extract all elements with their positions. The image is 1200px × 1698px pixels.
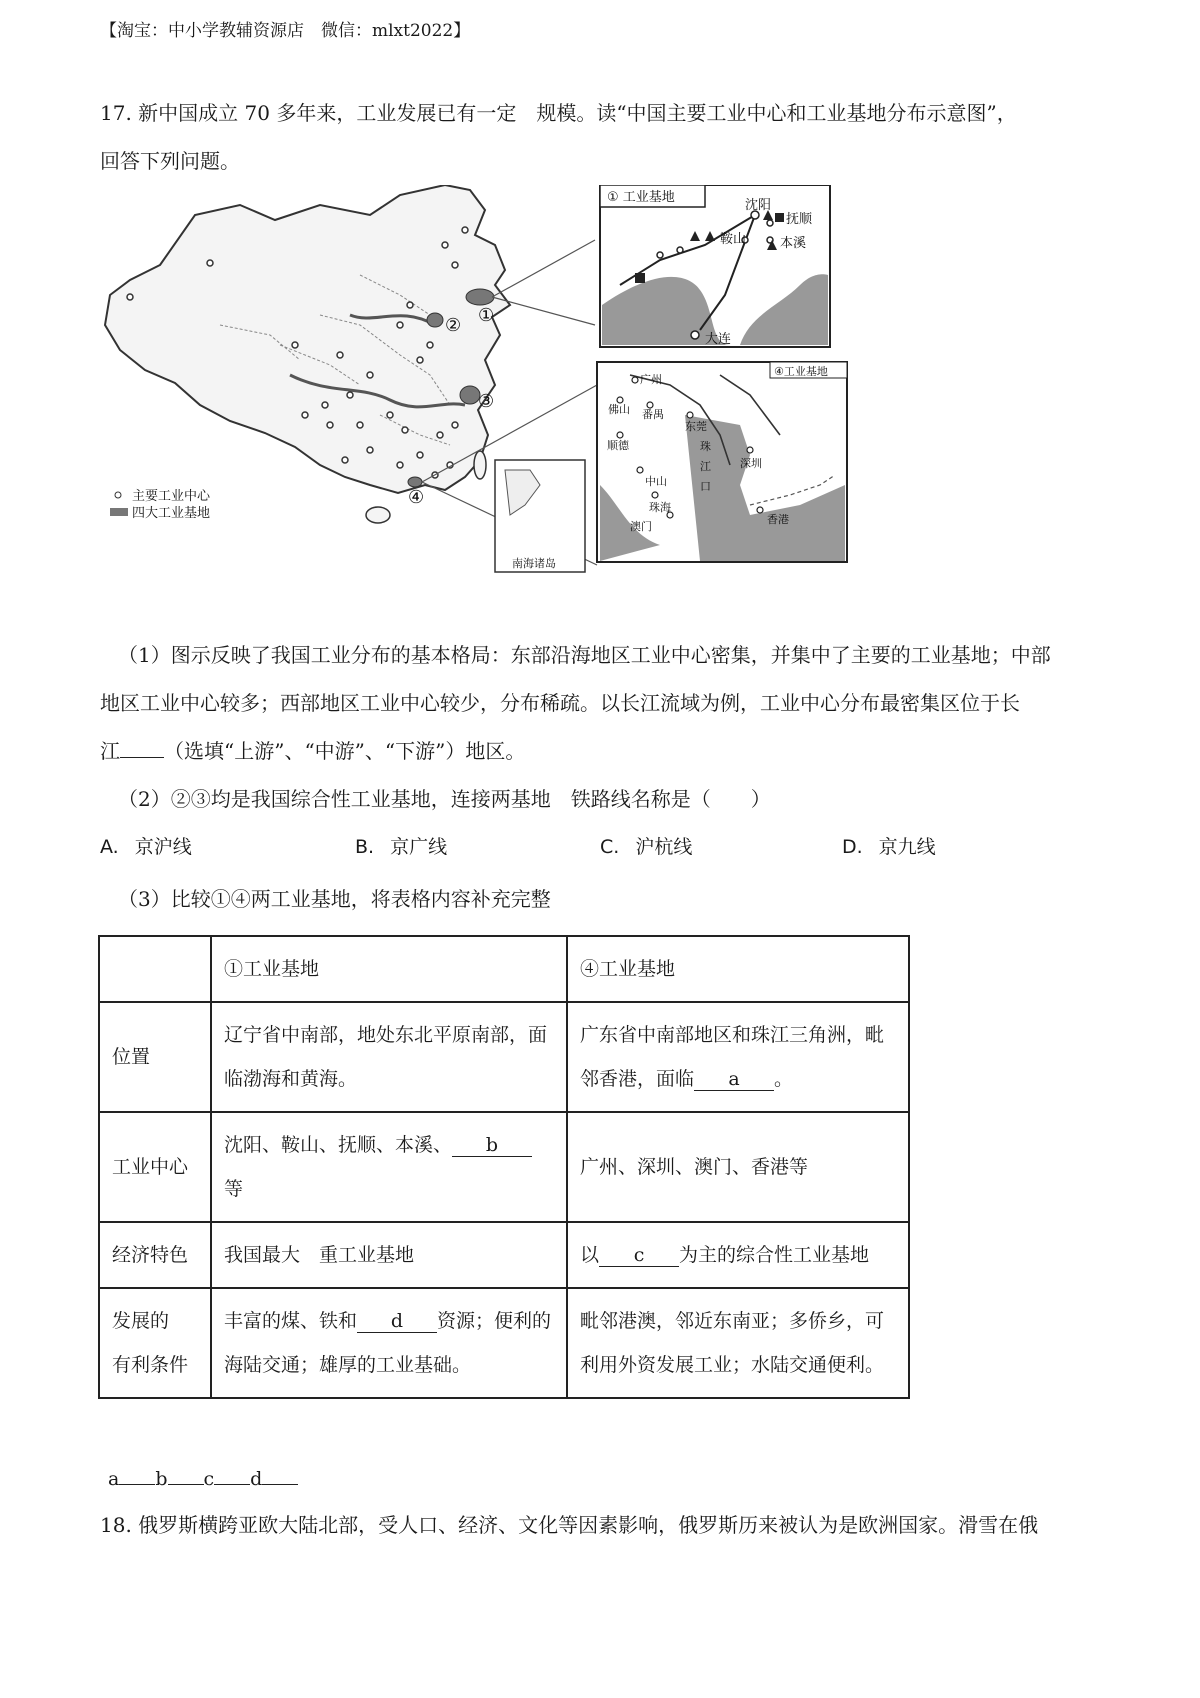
sub1-blank[interactable] (120, 757, 164, 758)
row-label-centers: 工业中心 (99, 1112, 211, 1222)
watermark-header: 【淘宝：中小学教辅资源店 微信：mlxt2022】 (100, 21, 471, 41)
comparison-table (98, 935, 910, 1399)
cell-economy-4: 以 c 为主的综合性工业基地 (567, 1222, 909, 1288)
inset-1-title: ① 工业基地 (607, 190, 675, 205)
legend-industrial-base: 四大工业基地 (132, 506, 211, 521)
sub1-line-3-end: （选填“上游”、“中游”、“下游”）地区。 (164, 739, 526, 763)
city-zhongshan: 中山 (645, 475, 667, 488)
water-label-2: 江 (700, 460, 711, 473)
option-a[interactable]: A. 京沪线 (100, 836, 192, 858)
sub1-line-2: 地区工业中心较多；西部地区工业中心较少，分布稀疏。以长江流域为例，工业中心分布最密集区位于长 (100, 691, 1020, 715)
answer-blank-a[interactable] (119, 1484, 155, 1485)
table-header-base-1: ①工业基地 (211, 936, 567, 1002)
table-header-base-4: ④工业基地 (567, 936, 909, 1002)
city-dalian: 大连 (705, 332, 732, 347)
city-hongkong: 香港 (767, 513, 789, 526)
city-zhuhai: 珠海 (649, 501, 671, 514)
city-fushun: 抚顺 (786, 212, 813, 227)
table-cell (99, 936, 211, 1002)
option-b[interactable]: B. 京广线 (355, 836, 448, 858)
table-row (99, 936, 909, 1002)
city-guangzhou: 广州 (640, 373, 662, 386)
inset-4-title: ④工业基地 (774, 365, 828, 378)
city-shenyang: 沈阳 (745, 198, 772, 213)
option-c[interactable]: C. 沪杭线 (600, 836, 693, 858)
industry-map-figure (100, 185, 920, 630)
city-shunde: 顺德 (607, 439, 629, 452)
cell-conditions-4: 毗邻港澳，邻近东南亚；多侨乡，可利用外资发展工业；水陆交通便利。 (567, 1288, 909, 1398)
question-17-line-1: 17. 新中国成立 70 多年来，工业发展已有一定 规模。读“中国主要工业中心和工业基地分布示意图”， (100, 101, 1017, 125)
sub1-line-3-start: 江 (100, 739, 120, 763)
row-label-conditions: 发展的 有利条件 (99, 1288, 211, 1398)
inset-base-1 (600, 185, 830, 347)
sub1-line-3 (100, 736, 525, 766)
blank-c[interactable]: c (599, 1244, 679, 1267)
water-label-3: 口 (700, 480, 711, 493)
map-legend (110, 488, 211, 521)
cell-location-4: 广东省中南部地区和珠江三角洲，毗邻香港，面临 a 。 (567, 1002, 909, 1112)
marker-1: ① (478, 305, 495, 326)
question-17-line-2: 回答下列问题。 (100, 149, 240, 173)
sub2-question: （2）②③均是我国综合性工业基地，连接两基地 铁路线名称是（ ） (118, 787, 771, 811)
city-panyu: 番禺 (642, 408, 664, 421)
question-18-line-1: 18. 俄罗斯横跨亚欧大陆北部，受人口、经济、文化等因素影响，俄罗斯历来被认为是欧洲国家。滑雪在俄 (100, 1513, 1039, 1537)
inset-base-4 (597, 362, 847, 562)
option-d[interactable]: D. 京九线 (842, 836, 936, 858)
city-dongguan: 东莞 (685, 420, 707, 433)
row-label-economy: 经济特色 (99, 1222, 211, 1288)
cell-centers-4: 广州、深圳、澳门、香港等 (567, 1112, 909, 1222)
table-row (99, 1002, 909, 1112)
city-anshan: 鞍山 (720, 232, 747, 247)
table-row (99, 1222, 909, 1288)
sub1-line-1: （1）图示反映了我国工业分布的基本格局：东部沿海地区工业中心密集，并集中了主要的工业基地；中部 (118, 643, 1051, 667)
china-outline (105, 185, 510, 493)
answer-blank-c[interactable] (214, 1484, 250, 1485)
row-label-location: 位置 (99, 1002, 211, 1112)
china-industry-map (100, 185, 920, 630)
answer-blank-b[interactable] (168, 1484, 204, 1485)
blank-a[interactable]: a (694, 1068, 774, 1091)
sub3-question: （3）比较①④两工业基地，将表格内容补充完整 (118, 887, 551, 911)
cell-conditions-1: 丰富的煤、铁和 d 资源；便利的海陆交通；雄厚的工业基础。 (211, 1288, 567, 1398)
cell-centers-1: 沈阳、鞍山、抚顺、本溪、 b 等 (211, 1112, 567, 1222)
marker-4: ④ (408, 487, 425, 508)
marker-2: ② (445, 315, 462, 336)
south-china-sea-label: 南海诸岛 (512, 557, 556, 570)
city-macau: 澳门 (630, 520, 652, 533)
blank-b[interactable]: b (452, 1134, 532, 1157)
city-shenzhen: 深圳 (740, 457, 762, 470)
table-row (99, 1112, 909, 1222)
city-benxi: 本溪 (780, 236, 807, 251)
cell-location-1: 辽宁省中南部，地处东北平原南部，面临渤海和黄海。 (211, 1002, 567, 1112)
legend-industrial-center: 主要工业中心 (132, 489, 211, 504)
answer-blank-d[interactable] (262, 1484, 298, 1485)
city-foshan: 佛山 (608, 403, 630, 416)
cell-economy-1: 我国最大 重工业基地 (211, 1222, 567, 1288)
table-row (99, 1288, 909, 1398)
south-china-sea-inset (495, 460, 585, 572)
water-label-1: 珠 (700, 440, 711, 453)
answer-blanks: a b c d (108, 1468, 298, 1490)
blank-d[interactable]: d (357, 1310, 437, 1333)
marker-3: ③ (478, 391, 495, 412)
